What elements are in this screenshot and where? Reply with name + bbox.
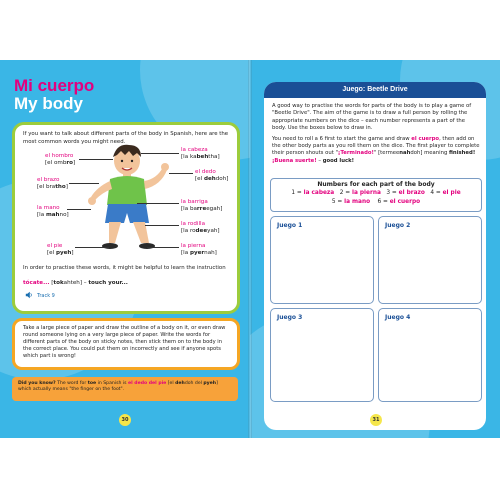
number-word: el brazo	[398, 190, 425, 196]
label-spanish: la barriga	[181, 199, 208, 205]
label-pronunciation-end: ]	[73, 160, 76, 166]
page-number-right: 31	[370, 414, 382, 426]
leader-line	[79, 159, 113, 160]
tocate-pron-c: ahteh] –	[63, 280, 89, 286]
numbers-row-2	[271, 199, 481, 205]
label-pronunciation-stress: beh	[196, 154, 209, 160]
number-key: 3 =	[386, 190, 399, 196]
juego-box-4[interactable]	[378, 308, 482, 402]
leader-line	[169, 173, 193, 174]
tocate-pron-stress: tok	[53, 280, 64, 286]
dyk-spanish: el dedo del pie	[128, 381, 167, 386]
label-pronunciation: [el omb	[45, 160, 67, 166]
leader-line	[145, 225, 179, 226]
intro-text: If you want to talk about different parts of the body in Spanish, here are the most common words you might need.	[23, 131, 229, 145]
label-spanish: el hombro	[45, 153, 74, 159]
label-pronunciation-stress: rre	[196, 206, 207, 212]
juego-label: Juego 2	[385, 222, 411, 229]
p2-part: doh] meaning	[410, 150, 449, 157]
juego-label: Juego 1	[277, 222, 303, 229]
label-spanish: la rodilla	[181, 221, 205, 227]
leader-line	[75, 247, 109, 248]
audio-track-link[interactable]: Track 9	[37, 293, 55, 299]
leader-line	[141, 153, 179, 154]
label-pronunciation: [la ka	[181, 154, 197, 160]
label-pronunciation: [la ba	[181, 206, 197, 212]
dyk-stress: deh	[175, 381, 185, 386]
p2-spanish: el cuerpo	[411, 135, 440, 142]
dyk-toe: toe	[87, 381, 97, 386]
label-pronunciation-stress: deh	[203, 176, 216, 182]
p2-stress: nah	[399, 150, 411, 157]
label-pronunciation-end: ]	[65, 184, 68, 190]
label-pronunciation-end: doh]	[215, 176, 229, 182]
did-you-know-text	[18, 381, 232, 393]
label-spanish: la mano	[37, 205, 60, 211]
leader-line	[147, 247, 179, 248]
juego-box-3[interactable]	[270, 308, 374, 402]
label-dedo	[195, 169, 228, 183]
label-pronunciation: [el	[47, 250, 56, 256]
dyk-part: in Spanish is	[96, 381, 128, 386]
label-pronunciation: [la	[181, 250, 190, 256]
label-pronunciation-stress: tho	[55, 184, 66, 190]
label-pronunciation-end: egah]	[206, 206, 223, 212]
game-paragraph-1: A good way to practise the words for parts of the body is to play a game of "Beetle Drive". The aim of the game is to draw a full person by rolling the appropriate numbers on the dice – each number represents a part of the body. Use the boxes below to draw in.	[272, 103, 472, 132]
p2-part: , then add on the other body parts as you roll them on the dice. The first player to complete their person shouts out "	[272, 135, 480, 157]
label-pronunciation: [el	[195, 176, 204, 182]
number-key: 1 =	[291, 190, 304, 196]
dyk-stress: pyeh	[203, 381, 217, 386]
label-pronunciation: [la	[37, 212, 46, 218]
label-cabeza	[181, 147, 220, 161]
p2-bold: finished!	[449, 150, 476, 157]
practise-text: In order to practise these words, it might be helpful to learn the instruction	[23, 265, 226, 271]
label-barriga	[181, 199, 222, 213]
number-word: el cuerpo	[389, 199, 421, 205]
number-key: 4 =	[430, 190, 443, 196]
leader-line	[137, 203, 179, 204]
label-pronunciation-end: tha]	[208, 154, 220, 160]
number-key: 6 =	[377, 199, 390, 205]
juego-box-1[interactable]	[270, 216, 374, 304]
juego-box-2[interactable]	[378, 216, 482, 304]
number-word: la pierna	[351, 190, 381, 196]
p2-spanish: ¡Buena suerte!	[272, 157, 317, 164]
dyk-part: The word for	[55, 381, 88, 386]
tocate-pron-a: [	[49, 280, 54, 286]
vocabulary-box	[12, 122, 240, 314]
label-pronunciation-stress: mah	[45, 212, 60, 218]
dyk-part: [el	[166, 381, 176, 386]
label-mano	[37, 205, 69, 219]
label-pronunciation-end: ]	[71, 250, 74, 256]
p2-bold: good luck!	[322, 157, 355, 164]
numbers-box	[270, 178, 482, 212]
label-spanish: el dedo	[195, 169, 216, 175]
label-brazo	[37, 177, 68, 191]
game-paragraph-2	[272, 136, 480, 166]
dyk-part: ] which actually means "the finger on the foot".	[18, 381, 218, 393]
label-spanish: la pierna	[181, 243, 206, 249]
numbers-title: Numbers for each part of the body	[317, 181, 435, 188]
label-pierna	[181, 243, 217, 257]
tocate-line	[23, 280, 128, 286]
label-pronunciation: [el bra	[37, 184, 56, 190]
juego-label: Juego 4	[385, 314, 411, 321]
did-you-know-box	[12, 377, 238, 401]
dyk-heading: Did you know?	[18, 381, 56, 386]
label-pie	[47, 243, 74, 257]
dyk-part: doh del	[184, 381, 204, 386]
game-header: Juego: Beetle Drive	[264, 82, 486, 98]
label-spanish: la cabeza	[181, 147, 208, 153]
boy-illustration	[77, 143, 173, 257]
page-title-english: My body	[14, 94, 83, 113]
activity-box	[12, 318, 240, 370]
number-word: la cabeza	[303, 190, 335, 196]
label-pronunciation-stress: pyer	[189, 250, 205, 256]
leader-line	[69, 183, 99, 184]
page-number-left: 30	[119, 414, 131, 426]
page-fold	[248, 60, 252, 438]
label-pronunciation-end: nah]	[204, 250, 217, 256]
label-pronunciation-stress: pyeh	[55, 250, 72, 256]
number-key: 5 =	[331, 199, 345, 205]
tocate-spanish: tócate...	[23, 280, 50, 286]
label-pronunciation-end: yah]	[207, 228, 220, 234]
label-pronunciation: [la ro	[181, 228, 196, 234]
p2-spanish: ¡Terminado!	[337, 150, 374, 157]
label-hombro	[45, 153, 75, 167]
number-key: 2 =	[339, 190, 352, 196]
tocate-english: touch your...	[88, 280, 128, 286]
label-pronunciation-stress: dee	[195, 228, 208, 234]
label-rodilla	[181, 221, 220, 235]
speaker-icon[interactable]	[25, 291, 33, 299]
leader-line	[67, 209, 91, 210]
number-word: el pie	[442, 190, 461, 196]
page-title-spanish: Mi cuerpo	[14, 76, 95, 95]
numbers-row-1	[271, 190, 481, 196]
activity-text: Take a large piece of paper and draw the outline of a body on it, or even draw round someone lying on a very large piece of paper. Write the words for different parts of the body on sticky notes, then stick them on to the body in the correct place. You could put them on incorrectly and see if anyone spots which part is wrong!	[23, 325, 226, 359]
p2-part: " [termee	[373, 150, 400, 157]
label-spanish: el brazo	[37, 177, 60, 183]
p2-part: You need to roll a 6 first to start the game and draw	[272, 135, 412, 142]
label-spanish: el pie	[47, 243, 63, 249]
p2-part: –	[316, 157, 323, 164]
number-word: la mano	[344, 199, 371, 205]
game-instructions	[272, 103, 480, 165]
label-pronunciation-end: no]	[59, 212, 69, 218]
label-pronunciation-stress: ro	[66, 160, 73, 166]
juego-label: Juego 3	[277, 314, 303, 321]
